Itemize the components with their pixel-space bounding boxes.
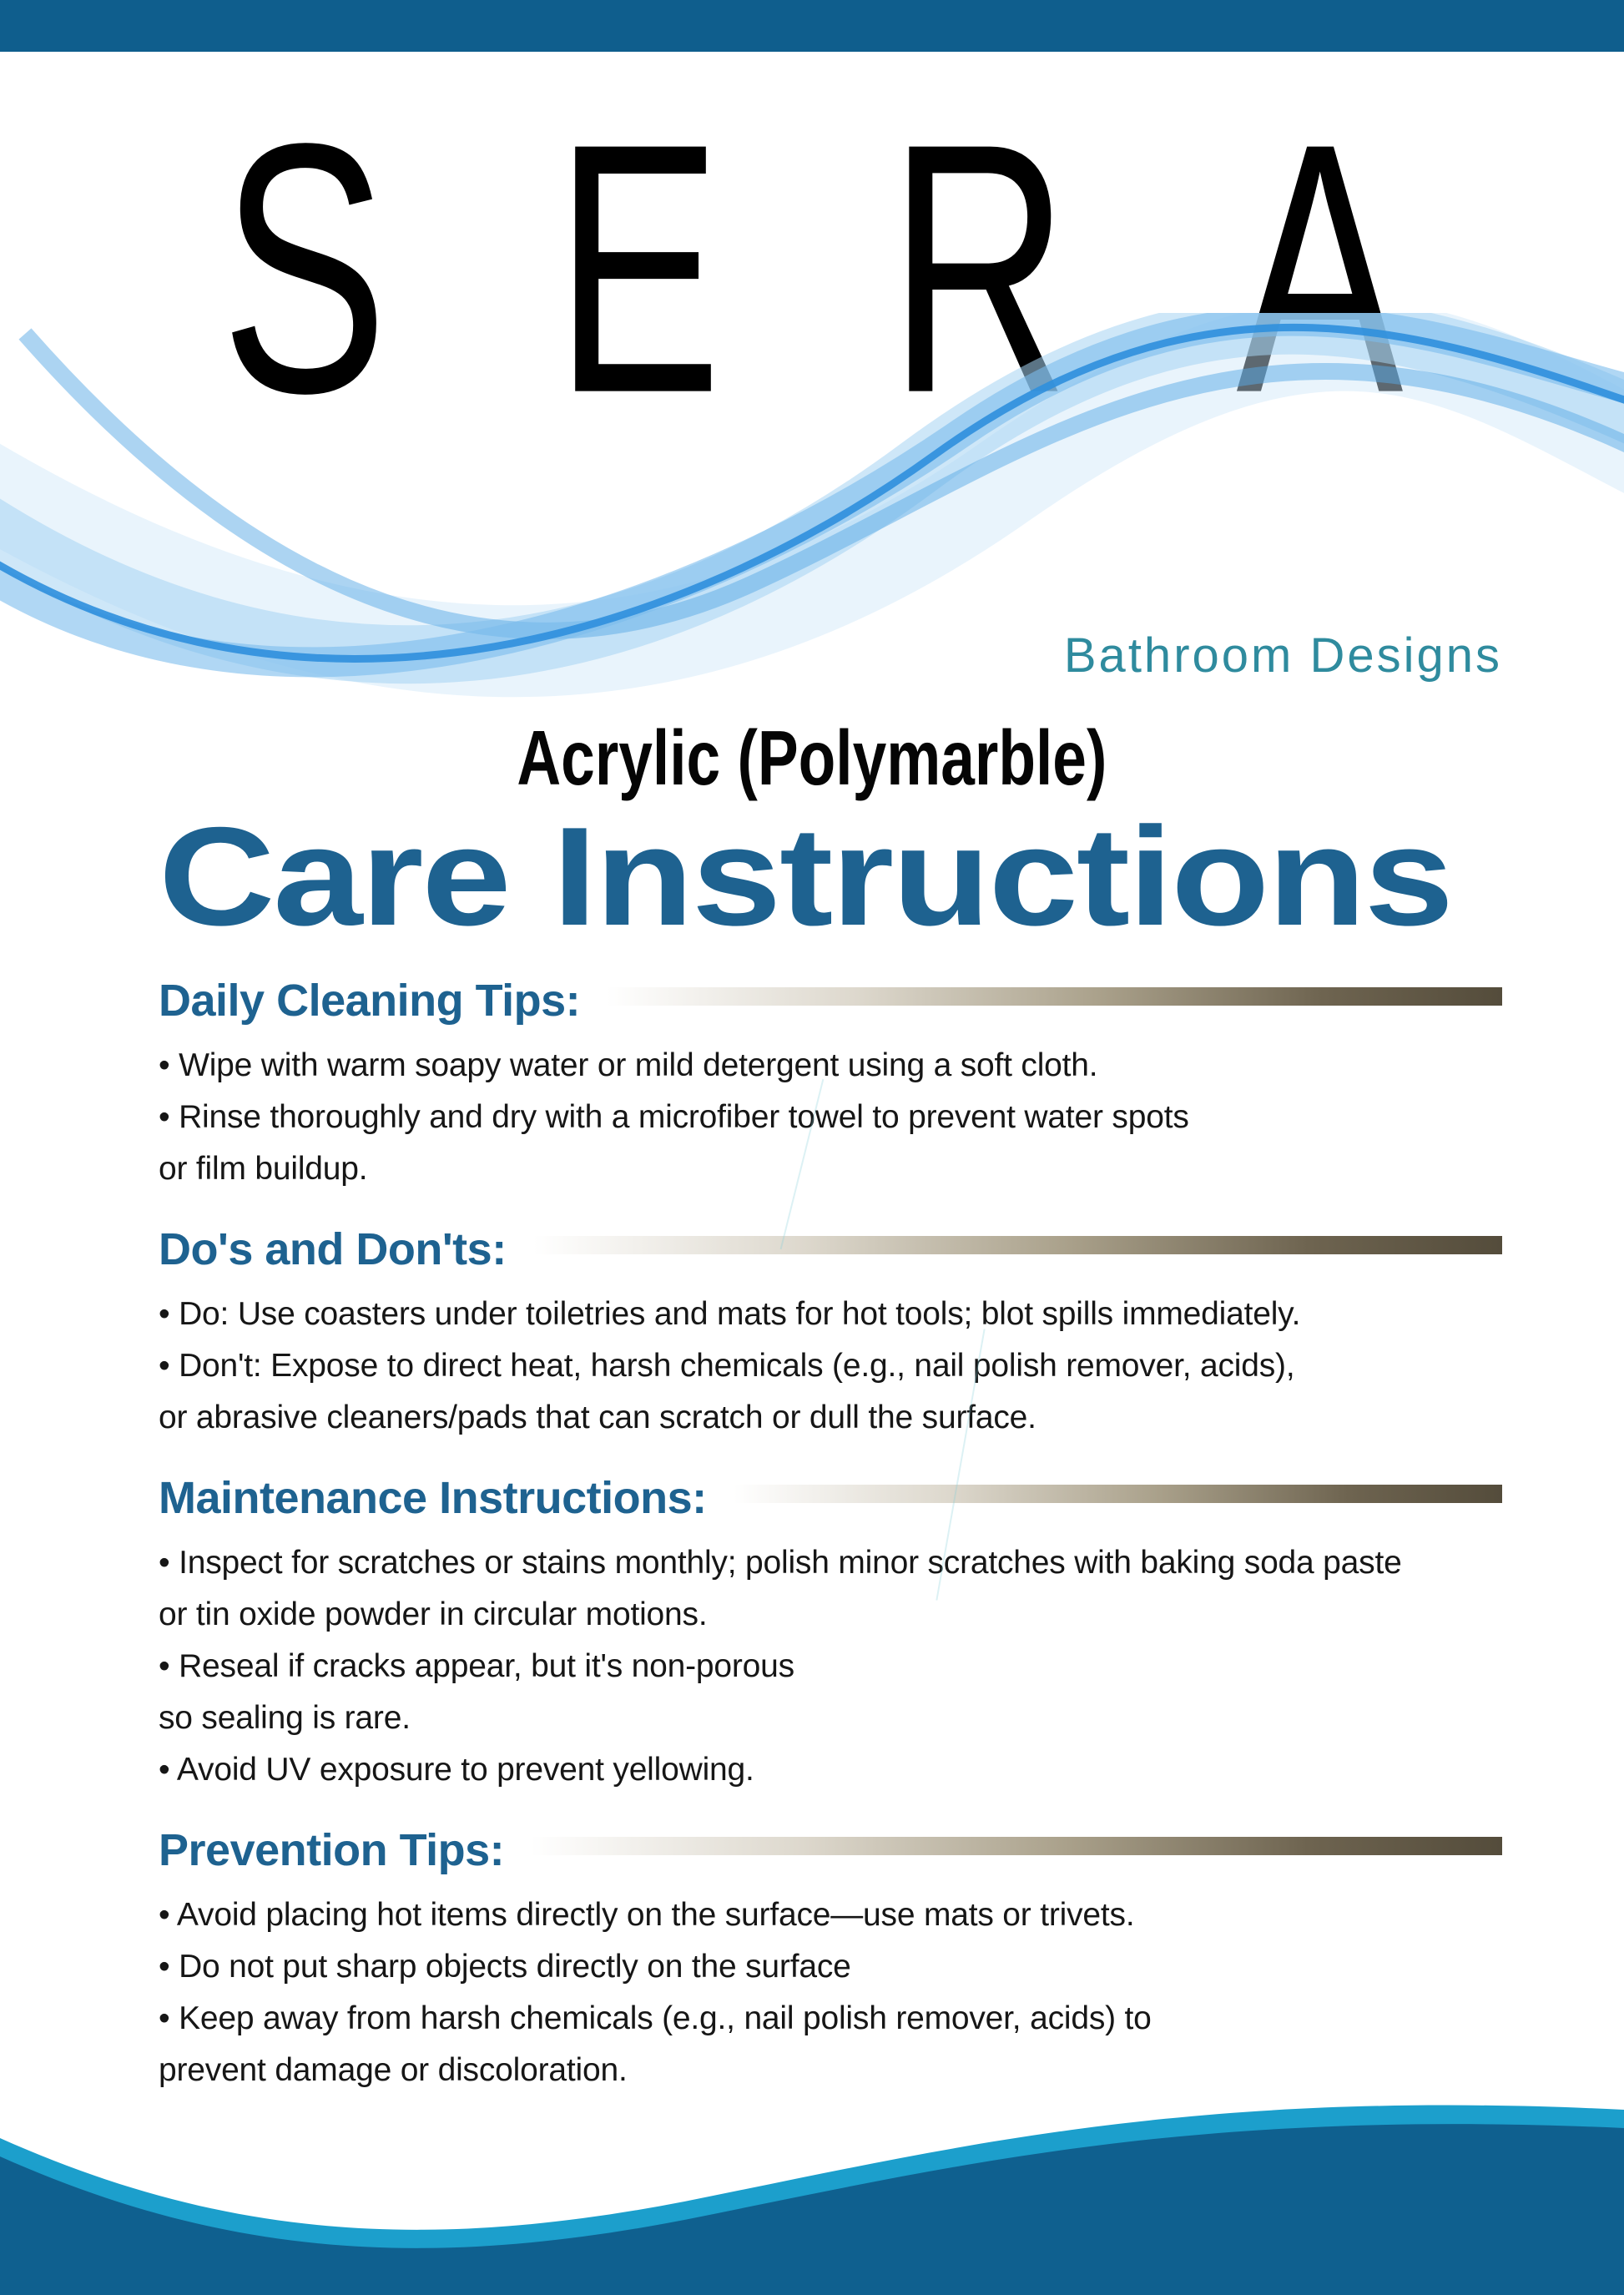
section-heading: Daily Cleaning Tips:: [159, 976, 581, 1026]
brand-tagline: Bathroom Designs: [1063, 628, 1502, 683]
section-heading-row: [159, 975, 1502, 1026]
bullet-line: • Wipe with warm soapy water or mild detergent using a soft cloth.: [159, 1047, 1098, 1083]
section-maintenance: [159, 1472, 1502, 1796]
bullet-line: • Avoid UV exposure to prevent yellowing.: [159, 1752, 754, 1788]
brand-logo: SERA: [220, 68, 1571, 467]
section-heading: Prevention Tips:: [159, 1825, 505, 1875]
material-subtitle-text: Acrylic (Polymarble): [517, 715, 1107, 802]
bullet-line-continuation: or tin oxide powder in circular motions.: [159, 1596, 708, 1632]
heading-rule: [734, 1485, 1502, 1503]
heading-rule: [533, 1236, 1502, 1254]
bullet-list: [159, 1289, 1502, 1444]
top-accent-bar: [0, 0, 1624, 52]
page-title: Care Instructions: [159, 798, 1452, 955]
section-prevention: [159, 1824, 1502, 2096]
heading-rule: [607, 987, 1502, 1006]
section-heading-row: [159, 1472, 1502, 1524]
bullet-line: • Avoid placing hot items directly on the surface—use mats or trivets.: [159, 1897, 1135, 1933]
section-heading: Do's and Don'ts:: [159, 1224, 507, 1274]
bullet-list: [159, 1040, 1502, 1195]
instructions-content: [159, 975, 1502, 2096]
bullet-line-continuation: or abrasive cleaners/pads that can scratch or dull the surface.: [159, 1400, 1036, 1435]
bullet-line: • Inspect for scratches or stains monthly; polish minor scratches with baking soda paste: [159, 1545, 1402, 1581]
bullet-line-continuation: so sealing is rare.: [159, 1700, 411, 1736]
section-dos-and-donts: [159, 1223, 1502, 1444]
bullet-list: [159, 1537, 1502, 1796]
bullet-line: • Do: Use coasters under toiletries and mats for hot tools; blot spills immediately.: [159, 1296, 1301, 1332]
bullet-line: • Rinse thoroughly and dry with a microfiber towel to prevent water spots: [159, 1099, 1189, 1135]
section-heading-row: [159, 1824, 1502, 1876]
section-daily-cleaning: [159, 975, 1502, 1195]
heading-rule: [531, 1837, 1502, 1855]
bullet-line-continuation: prevent damage or discoloration.: [159, 2052, 628, 2088]
bullet-line-continuation: or film buildup.: [159, 1151, 368, 1187]
bullet-line: • Don't: Expose to direct heat, harsh chemicals (e.g., nail polish remover, acids),: [159, 1348, 1295, 1384]
bullet-line: • Do not put sharp objects directly on the surface: [159, 1949, 851, 1985]
bullet-line: • Keep away from harsh chemicals (e.g., nail polish remover, acids) to: [159, 2000, 1152, 2036]
section-heading: Maintenance Instructions:: [159, 1473, 707, 1523]
bullet-list: [159, 1889, 1502, 2096]
material-subtitle: [0, 714, 1624, 802]
section-heading-row: [159, 1223, 1502, 1275]
footer-wave-graphic: [0, 2076, 1624, 2295]
bullet-line: • Reseal if cracks appear, but it's non-porous: [159, 1648, 794, 1684]
